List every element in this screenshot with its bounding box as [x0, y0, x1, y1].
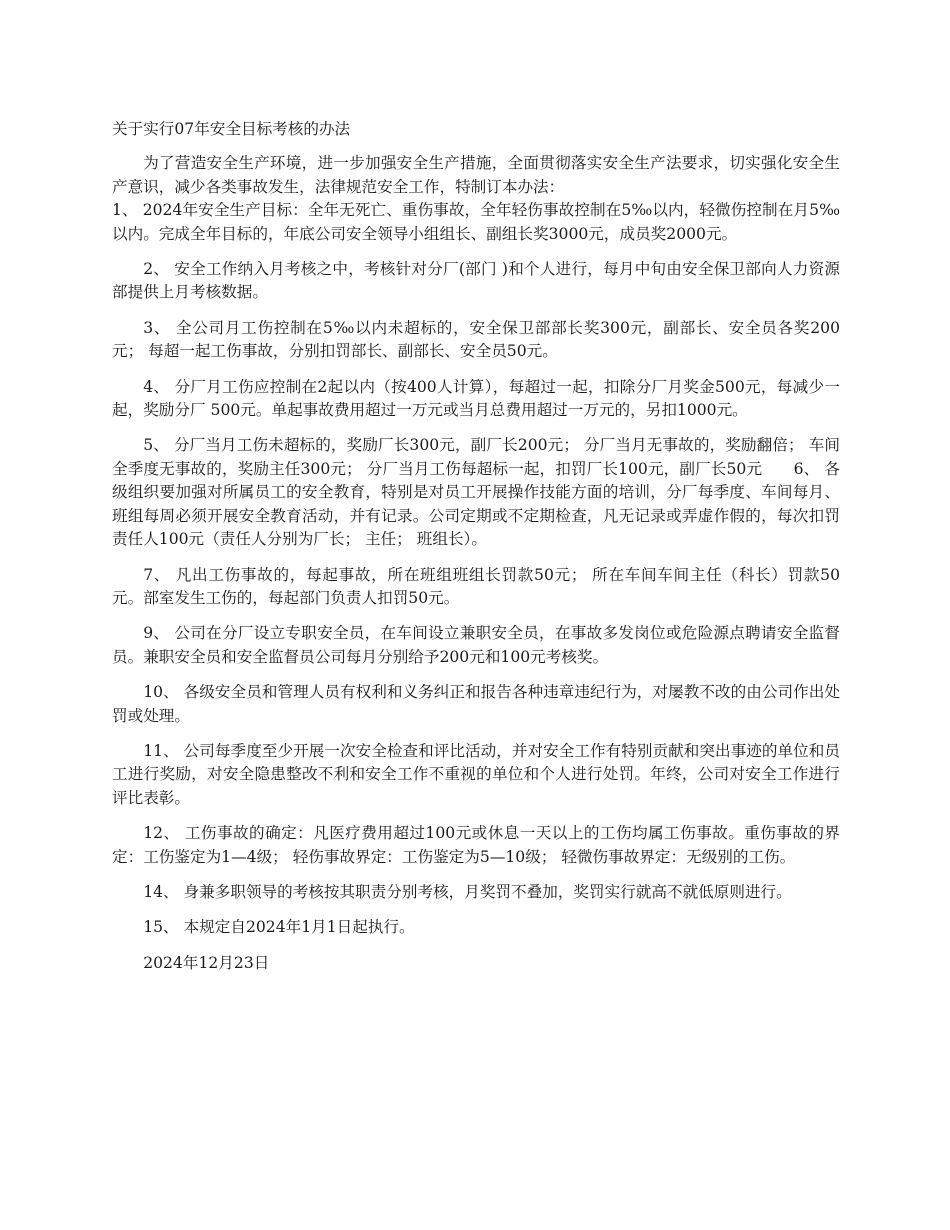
article-4: 4、 分厂月工伤应控制在2起以内（按400人计算），每超过一起，扣除分厂月奖金500元，每减少一起，奖励分厂 500元。单起事故费用超过一万元或当月总费用超过一万元的，另扣1000元。: [112, 377, 840, 420]
article-1: 1、 2024年安全生产目标：全年无死亡、重伤事故，全年轻伤事故控制在5‰以内，轻微伤控制在月5‰以内。完成全年目标的，年底公司安全领导小组组长、副组长奖3000元，成员奖2000元。: [112, 201, 840, 243]
document-title: 关于实行07年安全目标考核的办法: [112, 120, 351, 138]
intro-paragraph: 为了营造安全生产环境，进一步加强安全生产措施，全面贯彻落实安全生产法要求，切实强化安全生产意识，减少各类事故发生，法律规范安全工作，特制订本办法：: [112, 154, 840, 196]
article-15: 15、 本规定自2024年1月1日起执行。: [143, 918, 415, 937]
article-10: 10、 各级安全员和管理人员有权利和义务纠正和报告各种违章违纪行为，对屡教不改的由公司作出处罚或处理。: [112, 683, 840, 725]
article-2: 2、 安全工作纳入月考核之中，考核针对分厂(部门 )和个人进行，每月中旬由安全保卫部向人力资源部提供上月考核数据。: [112, 260, 840, 302]
article-5-6: 5、 分厂当月工伤未超标的，奖励厂长300元，副厂长200元； 分厂当月无事故的，奖励翻倍； 车间全季度无事故的，奖励主任300元； 分厂当月工伤每超标一起，扣罚厂长100元，副厂长50元 6、 各级组织要加强对所属员工的安全教育，特别是对员工开展操作技能方面的培训，分厂每季度、车间每月、班组每周必须开展安全教育活动，并有记录。公司定期或不定期检查，凡无记录或弄虚作假的，每次扣罚责任人100元（责任人分别为厂长； 主任； 班组长）。: [112, 436, 840, 549]
document-date: 2024年12月23日: [143, 953, 270, 972]
article-9: 9、 公司在分厂设立专职安全员，在车间设立兼职安全员，在事故多发岗位或危险源点聘请安全监督员。兼职安全员和安全监督员公司每月分别给予200元和100元考核奖。: [112, 624, 840, 666]
article-3: 3、 全公司月工伤控制在5‰以内未超标的，安全保卫部部长奖300元，副部长、安全员各奖200元； 每超一起工伤事故，分别扣罚部长、副部长、安全员50元。: [112, 318, 840, 361]
article-12: 12、 工伤事故的确定：凡医疗费用超过100元或休息一天以上的工伤均属工伤事故。重伤事故的界定：工伤鉴定为1—4级； 轻伤事故界定：工伤鉴定为5—10级； 轻微伤事故界定：无级别的工伤。: [112, 824, 840, 866]
article-11: 11、 公司每季度至少开展一次安全检查和评比活动，并对安全工作有特别贡献和突出事迹的单位和员工进行奖励，对安全隐患整改不利和安全工作不重视的单位和个人进行处罚。年终，公司对安全工作进行评比表彰。: [112, 741, 840, 807]
article-7: 7、 凡出工伤事故的，每起事故，所在班组班组长罚款50元； 所在车间车间主任（科长）罚款50元。部室发生工伤的，每起部门负责人扣罚50元。: [112, 565, 840, 607]
article-14: 14、 身兼多职领导的考核按其职责分别考核，月奖罚不叠加，奖罚实行就高不就低原则进行。: [143, 882, 792, 901]
document-page: [112, 118, 840, 987]
